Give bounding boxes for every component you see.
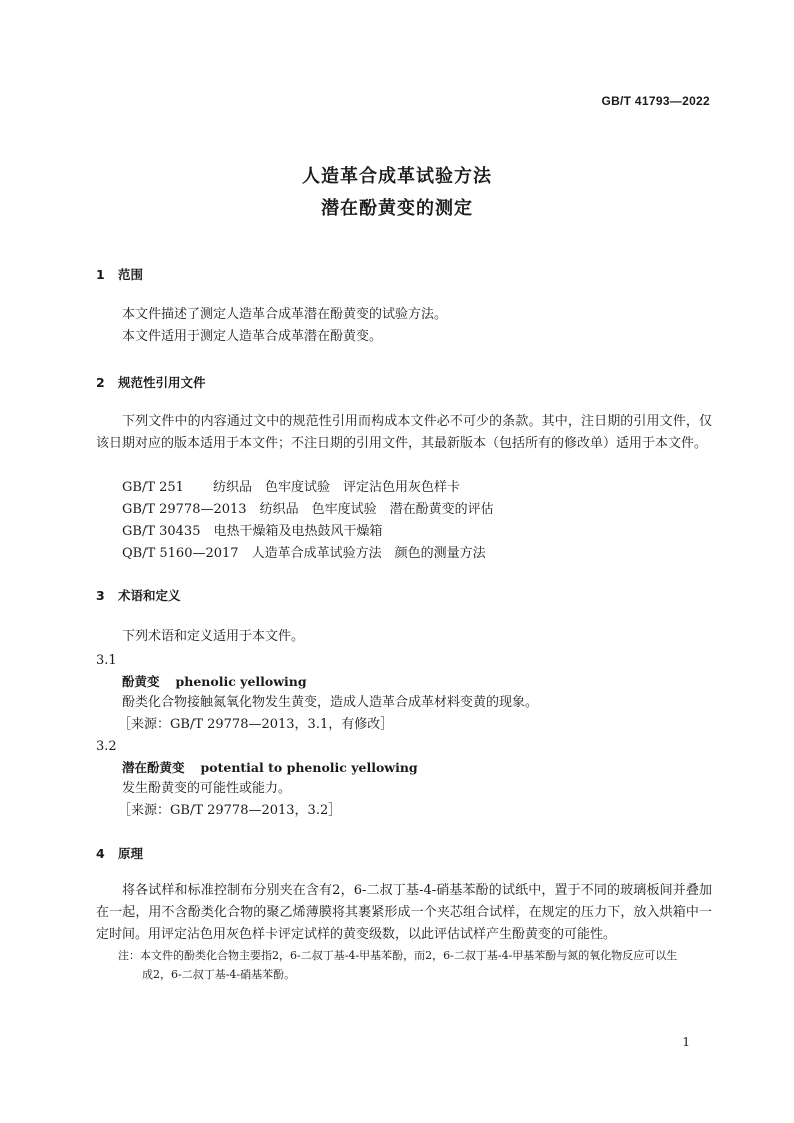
reference-title: 纺织品 色牢度试验 潜在酚黄变的评估 — [259, 502, 494, 517]
reference-title: 纺织品 色牢度试验 评定沾色用灰色样卡 — [213, 480, 461, 495]
reference-code: GB/T 29778—2013 — [122, 502, 247, 517]
term-english: phenolic yellowing — [175, 674, 307, 689]
section-4-heading — [96, 844, 143, 862]
normative-references-intro: 下列文件中的内容通过文中的规范性引用而构成本文件必不可少的条款。其中，注日期的引用文件，仅该日期对应的版本适用于本文件；不注日期的引用文件，其最新版本（包括所有的修改单）适用于本文件。 — [96, 414, 712, 451]
term-number: 3.1 — [96, 653, 117, 668]
section-3-heading — [96, 586, 181, 604]
term-chinese: 酚黄变 — [122, 674, 160, 689]
term-definition: 发生酚黄变的可能性或能力。 — [122, 781, 292, 796]
term-source: ［来源：GB/T 29778—2013，3.2］ — [118, 803, 342, 818]
term-source: ［来源：GB/T 29778—2013，3.1，有修改］ — [118, 717, 394, 732]
document-title-line1: 人造革合成革试验方法 — [302, 166, 492, 187]
reference-item — [122, 499, 494, 521]
reference-item — [122, 477, 460, 499]
section-title: 术语和定义 — [118, 588, 181, 603]
note-text-line2: 成2，6-二叔丁基-4-硝基苯酚。 — [142, 968, 296, 981]
term-definition: 酚类化合物接触氮氧化物发生黄变，造成人造革合成革材料变黄的现象。 — [122, 695, 539, 710]
document-title-line2: 潜在酚黄变的测定 — [321, 198, 473, 219]
section-number: 4 — [96, 846, 105, 861]
term-heading — [122, 672, 307, 690]
standard-code: GB/T 41793—2022 — [601, 94, 710, 108]
reference-code: GB/T 251 — [122, 480, 184, 495]
section-number: 1 — [96, 267, 105, 282]
section-title: 规范性引用文件 — [118, 375, 206, 390]
terms-intro: 下列术语和定义适用于本文件。 — [122, 629, 305, 644]
section-number: 2 — [96, 375, 105, 390]
reference-code: GB/T 30435 — [122, 524, 201, 539]
reference-code: QB/T 5160—2017 — [122, 546, 239, 561]
section-number: 3 — [96, 588, 105, 603]
term-chinese: 潜在酚黄变 — [122, 760, 185, 775]
section-title: 原理 — [118, 846, 144, 861]
note-label: 注： — [118, 949, 140, 962]
scope-paragraph-2: 本文件适用于测定人造革合成革潜在酚黄变。 — [122, 329, 383, 344]
principle-paragraph: 将各试样和标准控制布分别夹在含有2，6-二叔丁基-4-硝基苯酚的试纸中，置于不同的玻璃板间并叠加在一起，用不含酚类化合物的聚乙烯薄膜将其裹紧形成一个夹芯组合试样，在规定的压力下，放入烘箱中一定时间。用评定沾色用灰色样卡评定试样的黄变级数，以此评估试样产生酚黄变的可能性。 — [96, 883, 712, 942]
note — [118, 946, 714, 984]
scope-paragraph-1: 本文件描述了测定人造革合成革潜在酚黄变的试验方法。 — [122, 307, 448, 322]
section-2-heading — [96, 373, 206, 391]
section-1-heading — [96, 265, 143, 283]
note-text-line1: 本文件的酚类化合物主要指2，6-二叔丁基-4-甲基苯酚，而2，6-二叔丁基-4-甲基苯酚与氮的氧化物反应可以生 — [140, 949, 678, 962]
section-title: 范围 — [118, 267, 144, 282]
term-heading — [122, 758, 418, 776]
page-number: 1 — [682, 1035, 690, 1049]
term-number: 3.2 — [96, 739, 117, 754]
reference-title: 电热干燥箱及电热鼓风干燥箱 — [213, 524, 383, 539]
reference-item — [122, 521, 383, 543]
reference-item — [122, 543, 486, 565]
term-english: potential to phenolic yellowing — [200, 760, 418, 775]
reference-title: 人造革合成革试验方法 颜色的测量方法 — [251, 546, 486, 561]
